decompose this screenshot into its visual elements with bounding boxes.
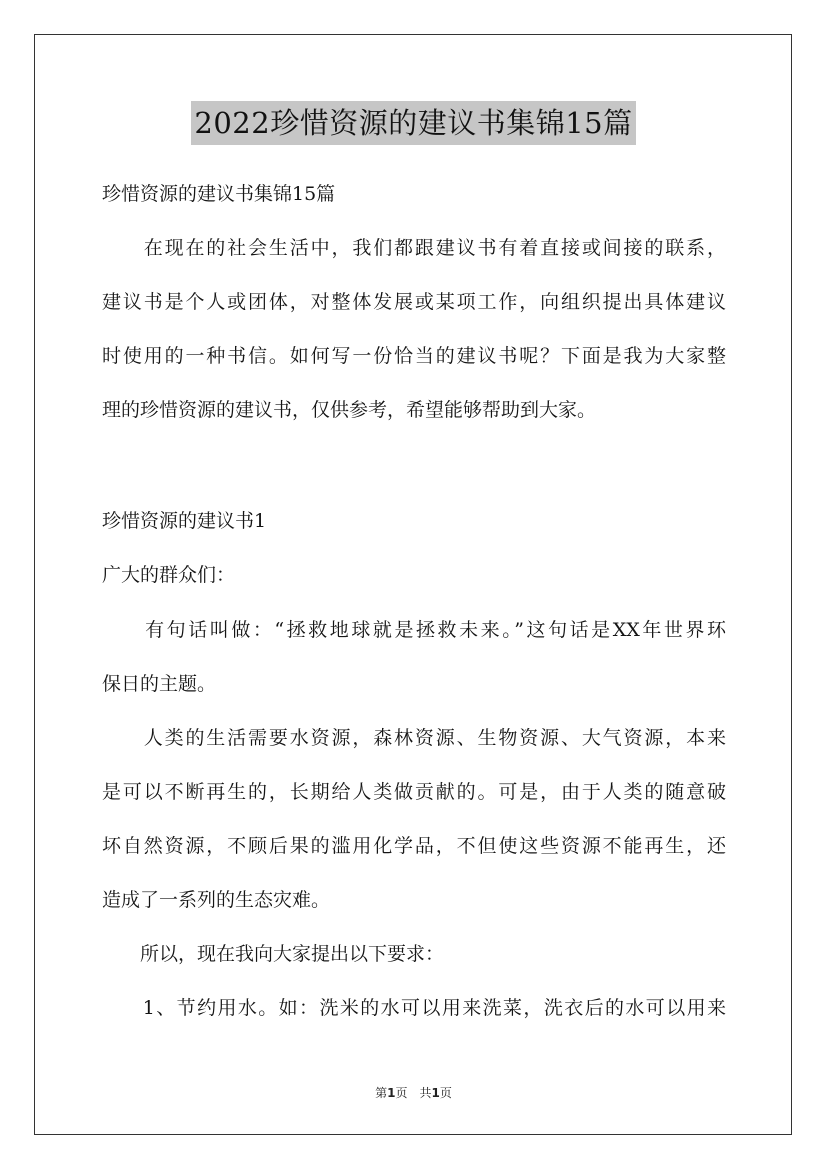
para2-line-3: 坏自然资源，不顾后果的滥用化学品，不但使这些资源不能再生，还 (102, 835, 726, 857)
footer-page-suffix: 页 共 (395, 1086, 432, 1100)
intro-line-2: 建议书是个人或团体，对整体发展或某项工作，向组织提出具体建议 (102, 291, 726, 313)
para3: 所以，现在我向大家提出以下要求： (102, 943, 445, 965)
footer-page-number: 1 (387, 1086, 396, 1100)
document-subtitle: 珍惜资源的建议书集锦15篇 (102, 183, 336, 205)
intro-line-1: 在现在的社会生活中，我们都跟建议书有着直接或间接的联系， (102, 237, 726, 259)
section-heading: 珍惜资源的建议书1 (102, 510, 267, 532)
page-footer (0, 1084, 827, 1101)
para4-line-1: 1、节约用水。如：洗米的水可以用来洗菜，洗衣后的水可以用来 (102, 997, 726, 1019)
footer-total-suffix: 页 (439, 1086, 452, 1100)
para1-line-2: 保日的主题。 (102, 673, 217, 695)
para2-line-1: 人类的生活需要水资源，森林资源、生物资源、大气资源，本来 (102, 727, 726, 749)
salutation: 广大的群众们： (102, 564, 236, 586)
title-container (0, 101, 827, 145)
para2-line-2: 是可以不断再生的，长期给人类做贡献的。可是，由于人类的随意破 (102, 781, 726, 803)
para1-line-1: 有句话叫做：“拯救地球就是拯救未来。”这句话是XX年世界环 (102, 619, 726, 641)
intro-line-4: 理的珍惜资源的建议书，仅供参考，希望能够帮助到大家。 (102, 399, 597, 421)
intro-line-3: 时使用的一种书信。如何写一份恰当的建议书呢？下面是我为大家整 (102, 345, 726, 367)
footer-total-pages: 1 (431, 1086, 440, 1100)
footer-page-prefix: 第 (375, 1086, 388, 1100)
para2-line-4: 造成了一系列的生态灾难。 (102, 889, 331, 911)
document-title: 2022珍惜资源的建议书集锦15篇 (191, 101, 635, 145)
